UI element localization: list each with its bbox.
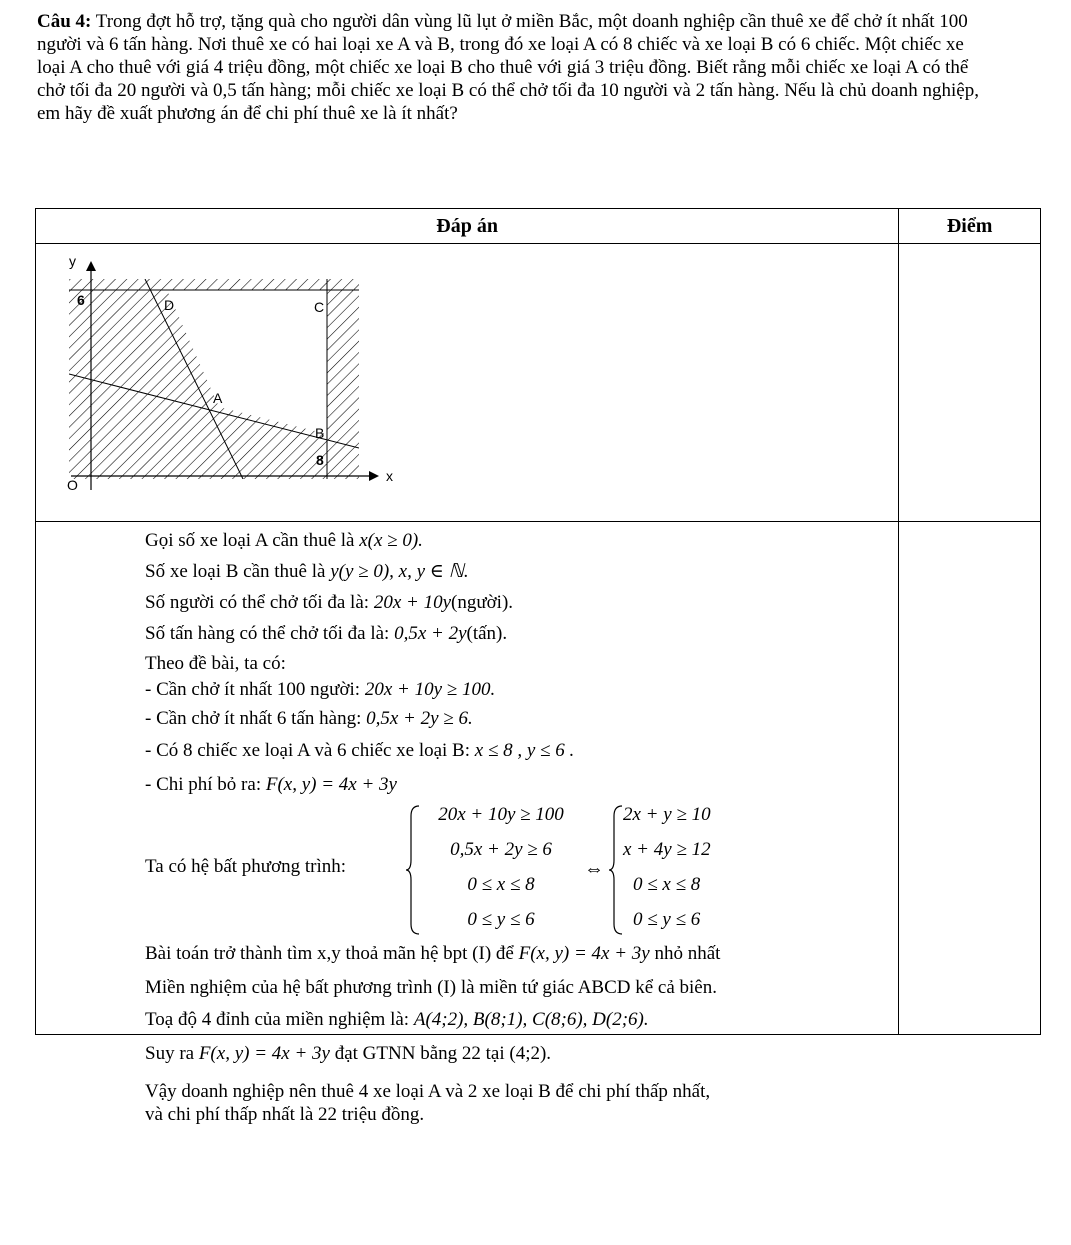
solution-line-11: Miền nghiệm của hệ bất phương trình (I) là miền tứ giác ABCD kể cả biên. — [145, 977, 717, 998]
origin-label: O — [67, 477, 78, 493]
axis-y-label: y — [69, 254, 76, 269]
system-left-column: 20x + 10y ≥ 100 0,5x + 2y ≥ 6 0 ≤ x ≤ 8 0 ≤ y ≤ 6 — [438, 804, 564, 930]
solution-line-14b: và chi phí thấp nhất là 22 triệu đồng. — [145, 1104, 425, 1125]
feasible-region-graph — [61, 254, 396, 494]
equivalence-symbol: ⇔ — [584, 858, 604, 880]
table-header-row — [36, 209, 1041, 244]
problem-label: Câu 4: — [37, 11, 92, 32]
system-label: Ta có hệ bất phương trình: — [145, 856, 347, 877]
solution-line-3: Số người có thể chở tối đa là: 20x + 10y(người). — [145, 592, 514, 613]
system-right-column: 2x + y ≥ 10 x + 4y ≥ 12 0 ≤ x ≤ 8 0 ≤ y ≤ 6 — [623, 804, 711, 930]
solution-line-4: Số tấn hàng có thể chở tối đa là: 0,5x + 2y(tấn). — [145, 623, 508, 644]
header-score: Điểm — [899, 209, 1041, 244]
axis-x-label: x — [386, 468, 393, 484]
solution-cell — [36, 522, 899, 1125]
figure-cell — [36, 244, 899, 522]
solution-line-14a: Vậy doanh nghiệp nên thuê 4 xe loại A và 2 xe loại B để chi phí thấp nhất, — [145, 1081, 711, 1102]
solution-line-8: - Có 8 chiếc xe loại A và 6 chiếc xe loại B: x ≤ 8 , y ≤ 6 . — [145, 740, 575, 761]
solution-line-10: Bài toán trở thành tìm x,y thoả mãn hệ bpt (I) để F(x, y) = 4x + 3y nhỏ nhất — [145, 943, 721, 964]
solution-text — [145, 522, 895, 1126]
y-axis-arrow — [86, 261, 96, 271]
point-label-a: A — [213, 390, 223, 406]
figure-score-cell — [899, 244, 1041, 522]
solution-line-6: - Cần chở ít nhất 100 người: 20x + 10y ≥ 100. — [145, 679, 496, 700]
point-label-d: D — [164, 297, 175, 313]
solution-row — [36, 522, 1041, 1035]
problem-statement — [37, 10, 987, 125]
solution-line-2: Số xe loại B cần thuê là y(y ≥ 0), x, y ∈ ℕ. — [145, 561, 469, 582]
solution-line-7: - Cần chở ít nhất 6 tấn hàng: 0,5x + 2y ≥ 6. — [145, 708, 473, 729]
x-axis-arrow — [369, 471, 379, 481]
tick-y-label: 6 — [77, 292, 85, 308]
point-label-c: C — [314, 299, 325, 315]
inequality-system — [145, 802, 895, 936]
left-brace-icon — [405, 804, 421, 936]
solution-line-9: - Chi phí bỏ ra: F(x, y) = 4x + 3y — [145, 774, 397, 795]
figure-row — [36, 244, 1041, 522]
tick-x-label: 8 — [316, 452, 324, 468]
answer-table — [35, 208, 1041, 1125]
point-label-b: B — [315, 425, 325, 441]
solution-line-13: Suy ra F(x, y) = 4x + 3y đạt GTNN bằng 22 tại (4;2). — [145, 1043, 552, 1064]
solution-line-1: Gọi số xe loại A cần thuê là x(x ≥ 0). — [145, 530, 423, 551]
right-brace-icon — [608, 804, 624, 936]
solution-score-cell — [899, 522, 1041, 1035]
solution-line-12: Toạ độ 4 đỉnh của miền nghiệm là: A(4;2), B(8;1), C(8;6), D(2;6). — [145, 1009, 649, 1030]
problem-text: Trong đợt hỗ trợ, tặng quà cho người dân vùng lũ lụt ở miền Bắc, một doanh nghiệp cần thuê xe để chở ít nhất 100 người và 6 tấn hàng. Nơi thuê xe có hai loại xe A và B, trong đó xe loại A có 8 chiếc và xe loại B có 6 chiếc. Một chiếc xe loại A cho thuê với giá 4 triệu đồng, một chiếc xe loại B cho thuê với giá 3 triệu đồng. Biết rằng mỗi chiếc xe loại A có thể chở tối đa 20 người và 0,5 tấn hàng; mỗi chiếc xe loại B có thể chở tối đa 10 người và 2 tấn hàng. Nếu là chủ doanh nghiệp, em hãy đề xuất phương án để chi phí thuê xe là ít nhất? — [37, 11, 979, 124]
solution-line-5: Theo đề bài, ta có: — [145, 653, 286, 674]
header-answer: Đáp án — [36, 209, 899, 244]
